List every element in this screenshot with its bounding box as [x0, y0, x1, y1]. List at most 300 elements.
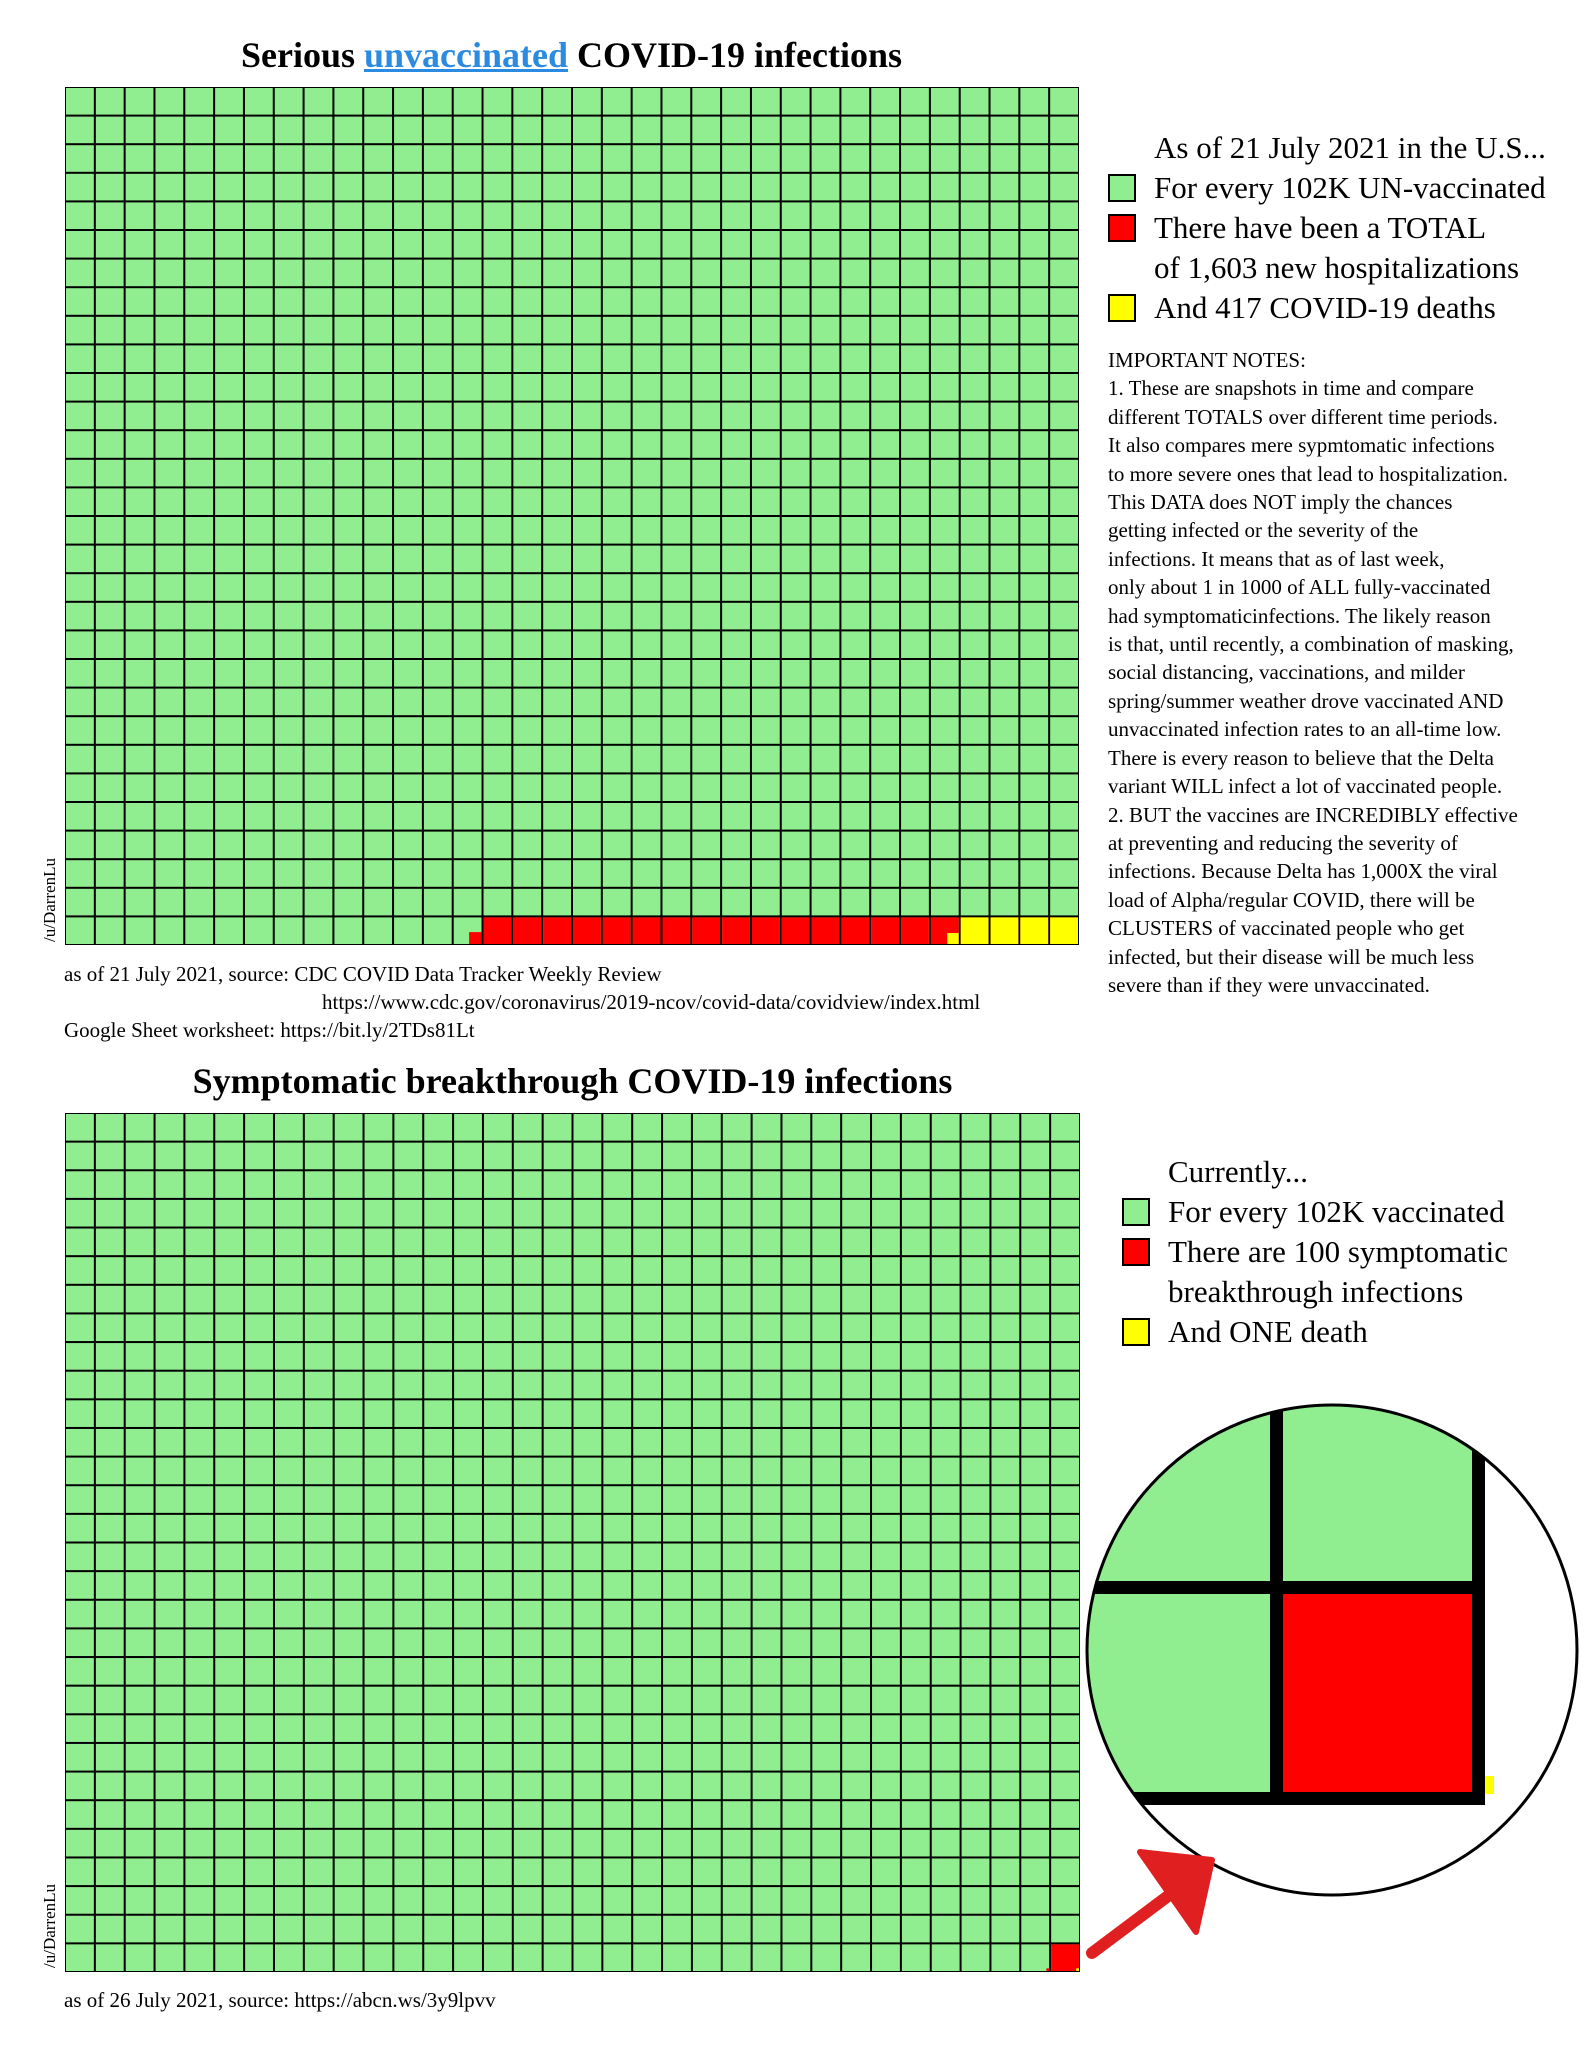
waffle-cell — [275, 1143, 303, 1170]
waffle-cell — [245, 1801, 273, 1828]
waffle-cell — [932, 1372, 960, 1399]
waffle-cell — [394, 1544, 422, 1571]
waffle-cell — [932, 1429, 960, 1456]
waffle-cell — [782, 689, 810, 716]
waffle-cell — [991, 1171, 1019, 1198]
waffle-cell — [394, 1114, 422, 1141]
waffle-cell — [334, 746, 362, 773]
waffle-cell — [693, 1715, 721, 1742]
chart2-legend-item-green — [1122, 1192, 1508, 1232]
waffle-cell — [275, 260, 303, 287]
waffle-cell — [782, 546, 810, 573]
waffle-cell — [424, 403, 452, 430]
waffle-cell — [1051, 1314, 1079, 1341]
waffle-cell — [126, 1629, 154, 1656]
waffle-cell — [633, 231, 661, 258]
waffle-cell — [335, 1715, 363, 1742]
waffle-cell — [872, 1916, 900, 1943]
waffle-cell — [573, 403, 601, 430]
waffle-cell — [961, 574, 989, 601]
waffle-cell — [841, 88, 869, 115]
notes-line: different TOTALS over different time periods. — [1108, 404, 1498, 429]
waffle-cell — [841, 889, 869, 916]
waffle-cell — [66, 574, 94, 601]
waffle-cell — [753, 1486, 781, 1513]
waffle-cell — [753, 1515, 781, 1542]
waffle-cell — [454, 546, 482, 573]
waffle-cell — [484, 1658, 512, 1685]
waffle-cell — [335, 1515, 363, 1542]
waffle-cell — [514, 1629, 542, 1656]
waffle-cell — [871, 832, 899, 859]
waffle-cell — [543, 288, 571, 315]
waffle-cell — [454, 1629, 482, 1656]
zoom-cell-red — [1277, 1587, 1477, 1797]
waffle-cell — [752, 202, 780, 229]
waffle-cell — [394, 260, 422, 287]
waffle-cell — [245, 1486, 273, 1513]
waffle-cell — [96, 1830, 124, 1857]
waffle-cell — [275, 803, 303, 830]
waffle-cell — [305, 574, 333, 601]
waffle-cell — [901, 117, 929, 144]
waffle-cell — [215, 1629, 243, 1656]
waffle-cell — [514, 1601, 542, 1628]
waffle-cell — [484, 1486, 512, 1513]
waffle-cell — [185, 1200, 213, 1227]
waffle-cell — [782, 1629, 810, 1656]
waffle-cell — [991, 660, 1019, 687]
waffle-cell — [126, 832, 154, 859]
waffle-cell — [723, 1572, 751, 1599]
waffle-cell — [991, 488, 1019, 515]
waffle-cell — [394, 1143, 422, 1170]
waffle-cell — [155, 917, 183, 944]
waffle-cell — [723, 1400, 751, 1427]
waffle-cell — [1051, 1629, 1079, 1656]
waffle-cell — [66, 1286, 94, 1313]
waffle-cell — [722, 832, 750, 859]
waffle-cell — [723, 1486, 751, 1513]
waffle-cell — [961, 517, 989, 544]
waffle-cell — [871, 746, 899, 773]
waffle-cell — [902, 1773, 930, 1800]
waffle-cell — [961, 145, 989, 172]
waffle-cell — [931, 460, 959, 487]
waffle-cell — [126, 260, 154, 287]
waffle-cell — [275, 689, 303, 716]
waffle-cell — [454, 1286, 482, 1313]
red-arrow-icon — [1092, 1852, 1212, 1953]
waffle-cell — [126, 1916, 154, 1943]
waffle-cell — [544, 1171, 572, 1198]
waffle-cell — [215, 145, 243, 172]
waffle-cell — [185, 1544, 213, 1571]
waffle-cell — [156, 1858, 184, 1885]
waffle-cell — [394, 1601, 422, 1628]
waffle-cell — [424, 689, 452, 716]
waffle-cell — [394, 746, 422, 773]
waffle-cell — [543, 460, 571, 487]
waffle-cell — [245, 317, 273, 344]
waffle-cell — [126, 1114, 154, 1141]
waffle-cell — [723, 1715, 751, 1742]
waffle-cell — [424, 1372, 452, 1399]
waffle-cell — [275, 1830, 303, 1857]
waffle-cell — [782, 1544, 810, 1571]
waffle-cell — [245, 860, 273, 887]
waffle-cell — [365, 1944, 393, 1971]
waffle-cell — [185, 202, 213, 229]
waffle-cell — [961, 717, 989, 744]
waffle-cell — [454, 746, 482, 773]
waffle-cell — [753, 1830, 781, 1857]
waffle-cell — [305, 1715, 333, 1742]
waffle-cell — [424, 1229, 452, 1256]
waffle-cell — [901, 660, 929, 687]
waffle-cell — [156, 1801, 184, 1828]
waffle-cell — [66, 1314, 94, 1341]
waffle-cell — [841, 317, 869, 344]
waffle-cell — [424, 860, 452, 887]
waffle-cell — [126, 1773, 154, 1800]
waffle-cell — [573, 603, 601, 630]
waffle-cell — [365, 1830, 393, 1857]
waffle-cell — [394, 1687, 422, 1714]
waffle-cell — [782, 1744, 810, 1771]
waffle-cell — [156, 1916, 184, 1943]
waffle-cell — [574, 1372, 602, 1399]
waffle-cell — [573, 889, 601, 916]
waffle-cell — [872, 1801, 900, 1828]
waffle-cell-red — [633, 917, 661, 944]
waffle-cell — [126, 574, 154, 601]
waffle-cell — [335, 1830, 363, 1857]
waffle-cell — [275, 1887, 303, 1914]
waffle-cell — [1021, 1916, 1049, 1943]
waffle-cell — [662, 202, 690, 229]
waffle-cell — [544, 1429, 572, 1456]
waffle-cell — [424, 1830, 452, 1857]
waffle-cell — [693, 1887, 721, 1914]
waffle-cell — [66, 1773, 94, 1800]
waffle-cell — [305, 202, 333, 229]
waffle-cell — [961, 546, 989, 573]
waffle-cell — [454, 860, 482, 887]
waffle-cell — [1021, 1658, 1049, 1685]
waffle-cell — [753, 1887, 781, 1914]
waffle-cell — [66, 1830, 94, 1857]
waffle-cell — [96, 660, 124, 687]
waffle-cell — [991, 260, 1019, 287]
waffle-cell — [66, 374, 94, 401]
waffle-cell — [722, 117, 750, 144]
waffle-cell — [454, 1601, 482, 1628]
waffle-cell — [126, 1143, 154, 1170]
notes-line: at preventing and reducing the severity of — [1108, 830, 1458, 855]
waffle-cell — [544, 1801, 572, 1828]
notes-line: infections. It means that as of last week, — [1108, 546, 1445, 571]
waffle-cell — [812, 1114, 840, 1141]
waffle-cell — [156, 1773, 184, 1800]
waffle-cell — [962, 1687, 990, 1714]
waffle-cell — [902, 1601, 930, 1628]
waffle-cell — [931, 174, 959, 201]
waffle-cell — [96, 603, 124, 630]
waffle-cell — [454, 1429, 482, 1456]
waffle-cell — [1021, 1114, 1049, 1141]
waffle-cell — [752, 260, 780, 287]
waffle-cell — [752, 889, 780, 916]
waffle-cell — [812, 1773, 840, 1800]
waffle-cell — [752, 517, 780, 544]
waffle-cell — [752, 431, 780, 458]
waffle-cell — [782, 288, 810, 315]
waffle-cell — [573, 717, 601, 744]
waffle-cell — [692, 345, 720, 372]
waffle-cell — [663, 1143, 691, 1170]
waffle-cell — [185, 689, 213, 716]
waffle-cell — [514, 1200, 542, 1227]
waffle-cell — [454, 1687, 482, 1714]
waffle-cell — [752, 345, 780, 372]
waffle-cell — [126, 1887, 154, 1914]
waffle-cell — [991, 746, 1019, 773]
chart1-source-line2[interactable]: https://www.cdc.gov/coronavirus/2019-ncov/covid-data/covidview/index.html — [322, 990, 981, 1014]
red-swatch-icon — [1108, 214, 1136, 242]
waffle-cell — [932, 1858, 960, 1885]
waffle-cell — [305, 145, 333, 172]
waffle-cell — [663, 1572, 691, 1599]
waffle-cell — [185, 231, 213, 258]
waffle-cell — [305, 774, 333, 801]
waffle-cell — [215, 288, 243, 315]
waffle-cell — [305, 1400, 333, 1427]
waffle-cell — [185, 1744, 213, 1771]
yellow-swatch-icon — [1108, 294, 1136, 322]
waffle-cell — [424, 174, 452, 201]
waffle-cell — [901, 631, 929, 658]
waffle-cell — [753, 1916, 781, 1943]
waffle-cell — [513, 374, 541, 401]
waffle-cell — [66, 145, 94, 172]
waffle-cell — [215, 431, 243, 458]
red-swatch-icon — [1122, 1238, 1150, 1266]
chart1-source-line1: as of 21 July 2021, source: CDC COVID Data Tracker Weekly Review — [64, 962, 662, 986]
waffle-cell — [692, 288, 720, 315]
waffle-cell — [752, 88, 780, 115]
waffle-cell — [871, 317, 899, 344]
waffle-cell — [364, 746, 392, 773]
waffle-cell — [1051, 1515, 1079, 1542]
waffle-cell — [931, 345, 959, 372]
waffle-cell — [782, 1343, 810, 1370]
waffle-cell — [962, 1944, 990, 1971]
chart1-title-link[interactable]: unvaccinated — [364, 35, 569, 75]
waffle-cell — [693, 1687, 721, 1714]
waffle-cell — [96, 746, 124, 773]
waffle-cell — [334, 403, 362, 430]
waffle-cell — [871, 517, 899, 544]
waffle-cell — [215, 1773, 243, 1800]
waffle-cell — [126, 1858, 154, 1885]
waffle-cell — [96, 460, 124, 487]
waffle-cell — [424, 660, 452, 687]
waffle-cell — [215, 631, 243, 658]
waffle-cell — [245, 1429, 273, 1456]
waffle-cell — [573, 517, 601, 544]
waffle-cell — [185, 1887, 213, 1914]
waffle-cell — [96, 1601, 124, 1628]
waffle-cell — [424, 1601, 452, 1628]
waffle-cell — [1051, 1343, 1079, 1370]
waffle-cell — [66, 260, 94, 287]
waffle-cell — [812, 317, 840, 344]
waffle-cell — [215, 88, 243, 115]
waffle-cell — [841, 774, 869, 801]
waffle-cell — [872, 1744, 900, 1771]
waffle-cell — [365, 1458, 393, 1485]
waffle-cell — [185, 1114, 213, 1141]
waffle-cell — [394, 1744, 422, 1771]
waffle-cell — [394, 1372, 422, 1399]
waffle-cell — [335, 1429, 363, 1456]
waffle-cell — [901, 832, 929, 859]
waffle-cell — [245, 631, 273, 658]
waffle-cell — [245, 746, 273, 773]
waffle-cell — [215, 1229, 243, 1256]
waffle-cell — [185, 260, 213, 287]
waffle-cell — [752, 145, 780, 172]
waffle-cell — [156, 1830, 184, 1857]
waffle-cell — [812, 1830, 840, 1857]
waffle-cell — [753, 1458, 781, 1485]
waffle-cell — [424, 889, 452, 916]
waffle-cell — [454, 631, 482, 658]
waffle-cell — [603, 1229, 631, 1256]
chart1-source-line3[interactable]: Google Sheet worksheet: https://bit.ly/2TDs81Lt — [64, 1018, 475, 1042]
waffle-cell — [962, 1830, 990, 1857]
waffle-cell — [66, 889, 94, 916]
waffle-cell — [484, 1773, 512, 1800]
waffle-cell — [305, 889, 333, 916]
waffle-cell — [1050, 317, 1078, 344]
waffle-cell — [1050, 260, 1078, 287]
waffle-cell — [723, 1773, 751, 1800]
waffle-cell — [245, 1887, 273, 1914]
waffle-cell — [544, 1257, 572, 1284]
waffle-cell — [932, 1944, 960, 1971]
waffle-cell — [1021, 1458, 1049, 1485]
waffle-cell — [782, 1916, 810, 1943]
waffle-cell — [305, 460, 333, 487]
waffle-cell — [513, 574, 541, 601]
waffle-cell — [723, 1944, 751, 1971]
waffle-cell — [334, 574, 362, 601]
waffle-cell — [962, 1572, 990, 1599]
waffle-cell — [484, 860, 512, 887]
waffle-cell — [245, 117, 273, 144]
waffle-cell — [693, 1171, 721, 1198]
waffle-cell — [633, 1715, 661, 1742]
waffle-cell — [812, 1200, 840, 1227]
waffle-cell — [812, 1458, 840, 1485]
waffle-cell — [1020, 231, 1048, 258]
waffle-cell — [812, 1314, 840, 1341]
waffle-cell — [573, 288, 601, 315]
waffle-cell — [275, 603, 303, 630]
waffle-cell — [245, 1715, 273, 1742]
waffle-cell — [1050, 803, 1078, 830]
waffle-cell — [722, 889, 750, 916]
waffle-cell — [544, 1744, 572, 1771]
waffle-cell — [633, 1229, 661, 1256]
waffle-cell — [454, 1715, 482, 1742]
waffle-cell — [155, 460, 183, 487]
waffle-cell — [305, 717, 333, 744]
waffle-cell — [185, 832, 213, 859]
waffle-cell — [752, 689, 780, 716]
waffle-cell — [692, 832, 720, 859]
waffle-cell — [155, 746, 183, 773]
waffle-cell — [275, 546, 303, 573]
waffle-cell — [991, 1687, 1019, 1714]
waffle-cell — [305, 546, 333, 573]
waffle-cell — [1050, 174, 1078, 201]
waffle-cell-yellow — [991, 917, 1019, 944]
waffle-cell — [365, 1429, 393, 1456]
waffle-cell — [574, 1114, 602, 1141]
waffle-cell — [752, 317, 780, 344]
waffle-cell — [812, 774, 840, 801]
waffle-cell — [692, 174, 720, 201]
waffle-cell — [932, 1887, 960, 1914]
waffle-cell — [394, 1887, 422, 1914]
waffle-cell — [66, 1171, 94, 1198]
waffle-cell — [1021, 1429, 1049, 1456]
waffle-cell — [215, 231, 243, 258]
waffle-cell-red — [573, 917, 601, 944]
waffle-cell — [902, 1572, 930, 1599]
waffle-cell — [484, 832, 512, 859]
waffle-cell — [633, 1830, 661, 1857]
waffle-cell — [1020, 317, 1048, 344]
waffle-cell — [752, 717, 780, 744]
legend-text: For every 102K UN-vaccinated — [1154, 170, 1546, 205]
waffle-cell — [215, 1658, 243, 1685]
waffle-cell — [961, 88, 989, 115]
waffle-cell — [215, 1544, 243, 1571]
waffle-cell — [753, 1171, 781, 1198]
waffle-cell — [633, 1687, 661, 1714]
waffle-cell — [96, 1715, 124, 1742]
waffle-cell — [454, 517, 482, 544]
waffle-cell — [185, 517, 213, 544]
waffle-cell — [215, 774, 243, 801]
waffle-cell — [872, 1143, 900, 1170]
waffle-cell — [991, 889, 1019, 916]
waffle-cell — [275, 1314, 303, 1341]
waffle-cell — [991, 1458, 1019, 1485]
waffle-cell — [66, 717, 94, 744]
waffle-cell — [871, 460, 899, 487]
waffle-cell — [782, 860, 810, 887]
waffle-cell — [1021, 1286, 1049, 1313]
waffle-cell — [842, 1372, 870, 1399]
waffle-cell — [96, 803, 124, 830]
waffle-cell — [782, 1515, 810, 1542]
waffle-cell — [603, 1744, 631, 1771]
